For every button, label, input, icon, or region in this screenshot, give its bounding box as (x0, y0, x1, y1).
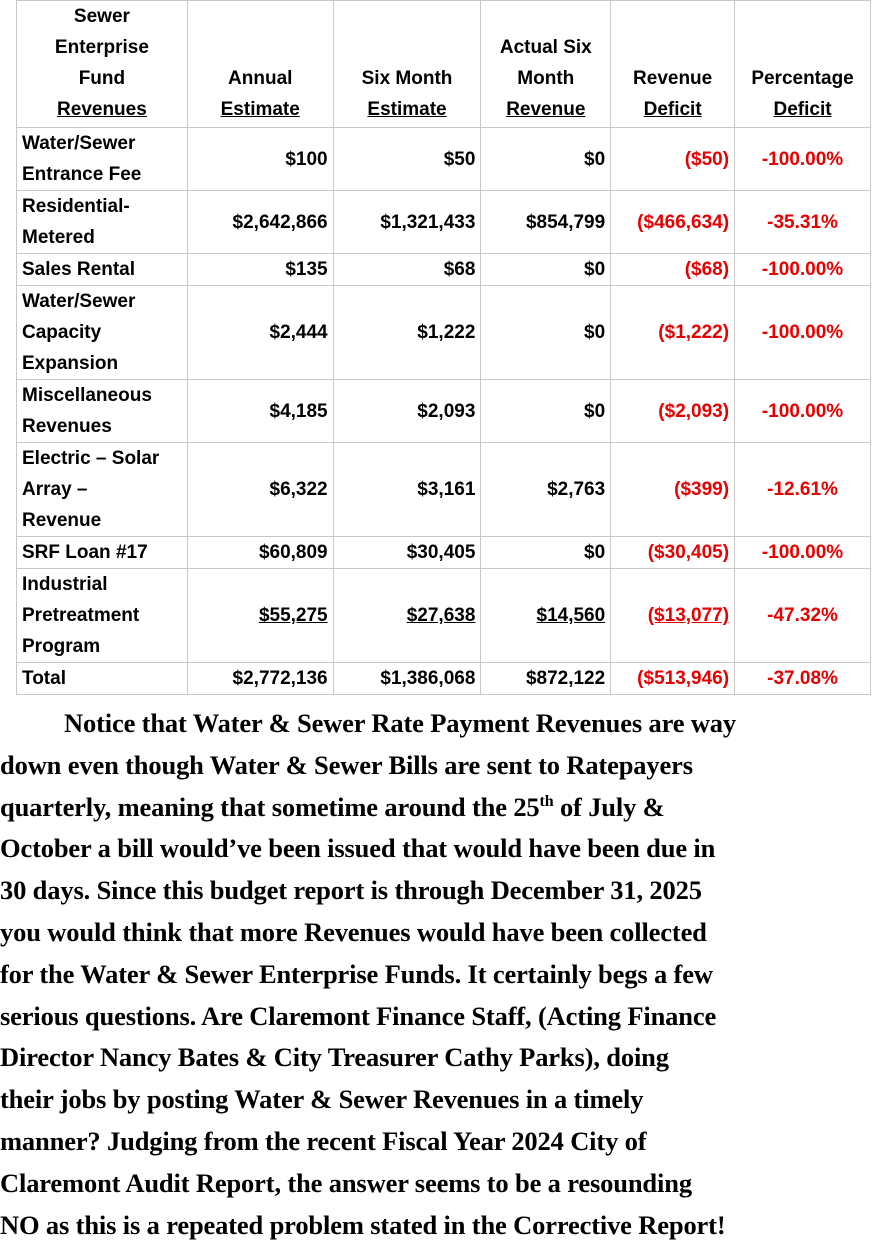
header-text: Sewer (73, 6, 130, 27)
commentary-paragraph (0, 703, 880, 1246)
header-text: Actual Six (499, 37, 592, 58)
paragraph-line: October a bill would’ve been issued that would have been due in (0, 833, 716, 864)
percentage-deficit-cell: -37.08% (735, 663, 871, 695)
table-row (17, 254, 871, 286)
table-row (17, 191, 871, 254)
paragraph-line: down even though Water & Sewer Bills are sent to Ratepayers (0, 749, 693, 780)
header-fund-revenues (17, 1, 188, 128)
table-row (17, 128, 871, 191)
row-label: Residential- Metered (17, 191, 188, 254)
revenue-deficit-cell: ($2,093) (611, 380, 735, 443)
six-month-estimate-cell: $3,161 (333, 443, 481, 537)
six-month-estimate-cell: $1,321,433 (333, 191, 481, 254)
row-label: Water/Sewer Capacity Expansion (17, 286, 188, 380)
actual-revenue-cell: $872,122 (481, 663, 611, 695)
actual-revenue-cell: $0 (481, 286, 611, 380)
paragraph-line: 30 days. Since this budget report is through December 31, 2025 (0, 875, 702, 906)
table-row (17, 380, 871, 443)
table-body (17, 128, 871, 695)
paragraph-line: quarterly, meaning that sometime around the 25th of July & (0, 791, 665, 822)
six-month-estimate-cell: $68 (333, 254, 481, 286)
table-row (17, 286, 871, 380)
annual-estimate-cell: $2,642,866 (187, 191, 333, 254)
header-text: Enterprise (54, 37, 149, 58)
six-month-estimate-cell: $1,386,068 (333, 663, 481, 695)
header-text: Deficit (773, 99, 832, 120)
annual-estimate-cell: $135 (187, 254, 333, 286)
row-label: Industrial Pretreatment Program (17, 569, 188, 663)
header-annual-estimate (187, 1, 333, 128)
actual-revenue-cell: $0 (481, 537, 611, 569)
row-label: SRF Loan #17 (17, 537, 188, 569)
table-row (17, 569, 871, 663)
paragraph-line: serious questions. Are Claremont Finance Staff, (Acting Finance (0, 1000, 717, 1031)
header-text: Estimate (220, 99, 300, 120)
percentage-deficit-cell: -100.00% (735, 380, 871, 443)
superscript: th (539, 792, 554, 810)
header-text: Six Month (361, 68, 453, 89)
revenue-deficit-cell: ($68) (611, 254, 735, 286)
header-text: Deficit (643, 99, 702, 120)
table-row (17, 443, 871, 537)
revenue-deficit-cell: ($1,222) (611, 286, 735, 380)
header-text: Estimate (367, 99, 447, 120)
six-month-estimate-cell: $2,093 (333, 380, 481, 443)
percentage-deficit-cell: -100.00% (735, 128, 871, 191)
row-label: Total (17, 663, 188, 695)
paragraph-line: their jobs by posting Water & Sewer Revenues in a timely (0, 1084, 644, 1115)
annual-estimate-cell: $100 (187, 128, 333, 191)
table-row (17, 663, 871, 695)
six-month-estimate-cell: $27,638 (333, 569, 481, 663)
annual-estimate-cell: $6,322 (187, 443, 333, 537)
header-text: Fund (78, 68, 126, 89)
percentage-deficit-cell: -100.00% (735, 286, 871, 380)
header-text: Revenue (633, 68, 713, 89)
header-actual-six-month-revenue (481, 1, 611, 128)
header-text: Revenues (57, 99, 147, 120)
percentage-deficit-cell: -100.00% (735, 254, 871, 286)
annual-estimate-cell: $2,444 (187, 286, 333, 380)
header-text: Month (517, 68, 575, 89)
percentage-deficit-cell: -100.00% (735, 537, 871, 569)
revenue-table (16, 0, 871, 695)
table-row (17, 537, 871, 569)
annual-estimate-cell: $2,772,136 (187, 663, 333, 695)
revenue-deficit-cell: ($466,634) (611, 191, 735, 254)
actual-revenue-cell: $0 (481, 128, 611, 191)
paragraph-line: manner? Judging from the recent Fiscal Year 2024 City of (0, 1125, 647, 1156)
table-header-row (17, 1, 871, 128)
actual-revenue-cell: $14,560 (481, 569, 611, 663)
actual-revenue-cell: $0 (481, 254, 611, 286)
paragraph-line: for the Water & Sewer Enterprise Funds. It certainly begs a few (0, 958, 713, 989)
percentage-deficit-cell: -12.61% (735, 443, 871, 537)
revenue-deficit-cell: ($30,405) (611, 537, 735, 569)
paragraph-line: NO as this is a repeated problem stated in the Corrective Report! (0, 1209, 726, 1240)
percentage-deficit-cell: -35.31% (735, 191, 871, 254)
paragraph-line: you would think that more Revenues would have been collected (0, 916, 707, 947)
actual-revenue-cell: $854,799 (481, 191, 611, 254)
paragraph-line: Director Nancy Bates & City Treasurer Cathy Parks), doing (0, 1042, 669, 1073)
header-text: Annual (228, 68, 293, 89)
row-label: Sales Rental (17, 254, 188, 286)
revenue-deficit-cell: ($513,946) (611, 663, 735, 695)
header-revenue-deficit (611, 1, 735, 128)
row-label: Water/Sewer Entrance Fee (17, 128, 188, 191)
revenue-deficit-cell: ($50) (611, 128, 735, 191)
header-percentage-deficit (735, 1, 871, 128)
six-month-estimate-cell: $1,222 (333, 286, 481, 380)
header-text: Percentage (751, 68, 854, 89)
annual-estimate-cell: $4,185 (187, 380, 333, 443)
actual-revenue-cell: $0 (481, 380, 611, 443)
header-text: Revenue (506, 99, 586, 120)
annual-estimate-cell: $55,275 (187, 569, 333, 663)
actual-revenue-cell: $2,763 (481, 443, 611, 537)
header-six-month-estimate (333, 1, 481, 128)
revenue-deficit-cell: ($399) (611, 443, 735, 537)
paragraph-line: Notice that Water & Sewer Rate Payment Revenues are way (64, 708, 737, 738)
annual-estimate-cell: $60,809 (187, 537, 333, 569)
row-label: Miscellaneous Revenues (17, 380, 188, 443)
paragraph-line: Claremont Audit Report, the answer seems to be a resounding (0, 1167, 692, 1198)
six-month-estimate-cell: $50 (333, 128, 481, 191)
six-month-estimate-cell: $30,405 (333, 537, 481, 569)
percentage-deficit-cell: -47.32% (735, 569, 871, 663)
revenue-deficit-cell: ($13,077) (611, 569, 735, 663)
row-label: Electric – Solar Array – Revenue (17, 443, 188, 537)
